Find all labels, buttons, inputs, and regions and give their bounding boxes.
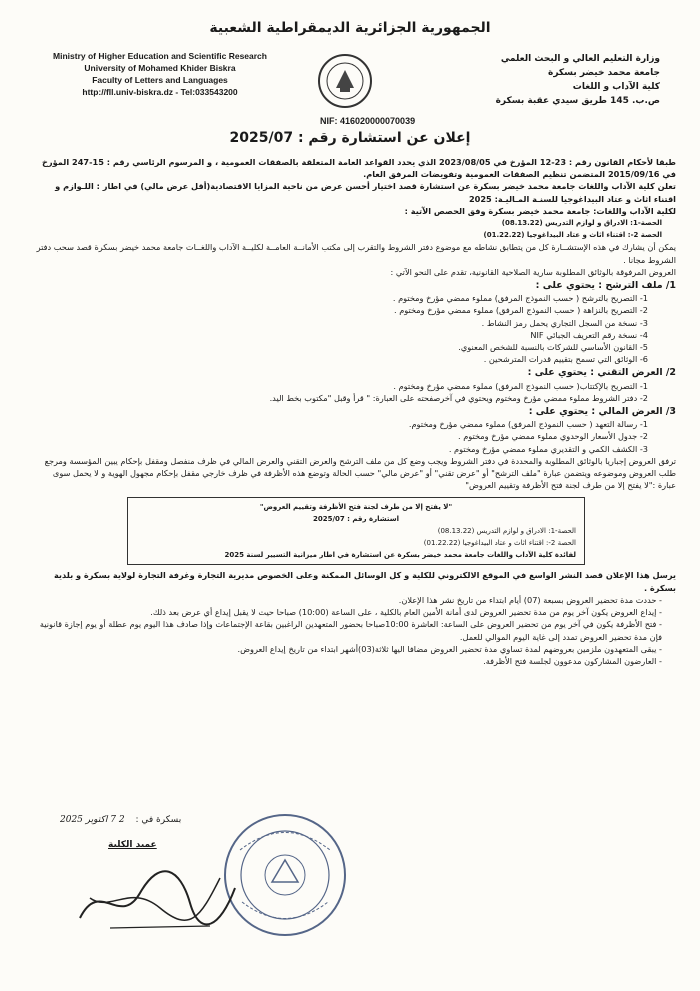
- ministry-line: Ministry of Higher Education and Scientific Research: [53, 51, 267, 61]
- bullet-item: - حددت مدة تحضير العروض بسبعة (07) أيام ابتداء من تاريخ نشر هذا الإعلان.: [36, 594, 676, 606]
- republic-title: الجمهورية الجزائرية الديمقراطية الشعبية: [209, 20, 491, 36]
- university-logo: [316, 52, 374, 110]
- technical-item: 2- دفتر الشروط مملوء ممضي مؤرخ ومختوم ويحتوي في آخرصفحته على العبارة: " قرأ وقبل "مكتوب بخط اليد.: [269, 392, 648, 403]
- faculty-line: Faculty of Letters and Languages: [92, 75, 228, 85]
- section-technical-heading: 2/ العرض التقني : يحتوي على :: [527, 367, 676, 379]
- ministry-line-ar: وزارة التعليم العالي و البحث العلمي: [500, 54, 660, 64]
- handwritten-date: 2 7 اكتوبر 2025: [60, 815, 125, 825]
- envelope-instructions: ترفق العروض إجباريا بالوثائق المطلوبة والمحددة في دفتر الشروط ويجب وضع كل من ملف الترشح والعرض التقني والعرض المالي في ظرف منفصل ومقفل بإحكام يبين المؤسسة ومرجع طلب العروض وموضوعه ويتضمن عبارة "ملف الترشح" أو "عرض تقني" أو "عرض مالي" حسب الحالة وتوضع هذه الأظرفة في ظرف خارجي مقفل بإحكام مجهول الهوية و لا يحمل سوى عبارة :"لا يفتح إلا من طرف لجنة فتح الأظرفة وتقييم العروض": [44, 455, 676, 491]
- financial-item: 3- الكشف الكمي و التقديري مملوء ممضي مؤرخ ومختوم .: [448, 443, 648, 454]
- candidacy-item: 3- نسخة من السجل التجاري يحمل رمز النشاط .: [481, 317, 648, 328]
- legal-basis: طبقا لأحكام القانون رقم : 23-12 المؤرخ في 2023/08/05 الذي يحدد القواعد العامة المتعلقة بالصفقات العمومية ، و المرسوم الرئاسي رقم : 15-247 المؤرخ في 2015/09/16 المتضمن تنظيم الصفقات العمومية وتفويضات المرفق العام.: [42, 157, 676, 180]
- candidacy-item: 6- الوثائق التي تسمح بتقييم قدرات المترشحين .: [483, 354, 648, 365]
- bullet-item: - العارضون المشاركون مدعوون لجلسة فتح الأظرفة.: [36, 655, 676, 667]
- faculty-line-ar: كلية الآداب و اللغات: [572, 82, 660, 92]
- section-candidacy-heading: 1/ ملف الترشح : يحتوي على :: [535, 280, 676, 292]
- section-financial-heading: 3/ العرض المالي : يحتوي على :: [528, 406, 676, 418]
- offers-intro: العروض المرفوقة بالوثائق المطلوبة سارية الصلاحية القانونية، تقدم على النحو الآتي :: [390, 266, 676, 277]
- date-line: [60, 815, 181, 825]
- technical-item: 1- التصريح بالإكتتاب( حسب النموذج المرفق) مملوء ممضي مؤرخ ومختوم .: [393, 380, 648, 391]
- announcement-body: [36, 156, 676, 667]
- university-line: University of Mohamed Khider Biskra: [84, 63, 236, 73]
- bullet-item: - إيداع العروض يكون آخر يوم من مدة تحضير العروض لدى أمانة الأمين العام بالكلية ، على الساعة (10:00) صباحا حيث لا يقبل إيداع أي عرض بعد ذلك.: [36, 606, 676, 618]
- envelope-label-box: [127, 497, 585, 565]
- box-line: "لا يفتح إلا من طرف لجنة فتح الأظرفة وتقييم العروض": [259, 503, 453, 512]
- publication-note: يرسل هذا الإعلان قصد النشر الواسع في الموقع الالكتروني للكلية و كل الوسائل الممكنة وعلى الخصوص مديرية التجارة وغرفة التجارة لولاية بسكرة و بلدية بسكرة .: [53, 570, 676, 593]
- candidacy-item: 2- التصريح بالنزاهة ( حسب النموذج المرفق) مملوء ممضي مؤرخ ومختوم .: [394, 305, 648, 316]
- lot-2: الحصة 2-: اقتناء اثاث و عتاد البيداغوجيا (01.22.22): [483, 231, 662, 240]
- box-line: الحصة-1: الادراق و لوازم التدريس (08.13.22): [437, 527, 576, 536]
- header-english-block: [40, 50, 280, 98]
- financial-item: 2- جدول الأسعار الوحدوي مملوء ممضي مؤرخ ومختوم .: [458, 431, 648, 442]
- announcement-title: إعلان عن استشارة رقم : 2025/07: [229, 130, 471, 146]
- box-line: استشارة رقم : 2025/07: [312, 515, 400, 524]
- nif-number: NIF: 416020000070039: [320, 116, 416, 126]
- place-label: بسكرة في :: [135, 815, 182, 825]
- candidacy-item: 4- نسخة رقم التعريف الجبائي NIF: [530, 329, 648, 340]
- dean-title: عميد الكلية: [108, 840, 157, 850]
- address-line-ar: ص.ب. 145 طريق سيدي عقبة بسكرة: [495, 96, 660, 106]
- contact-line: http://fll.univ-biskra.dz - Tel:033543200: [82, 87, 238, 97]
- consultation-purpose: تعلن كلية الآداب واللغات جامعة محمد خيضر بسكرة عن استشارة قصد اختيار أحسن عرض من ناحية المزايا الاقتصادية(أقل عرض مالي) في اطار : اللـوازم و اقتناء اثاث و عتاد البيداغوجيا للسنـة المـاليـة: 2025: [55, 181, 676, 204]
- box-line: لفائدة كلية الآداب واللغات جامعة محمد خيضر بسكرة عن استشارة في اطار ميزانية التسيير لسنة 2025: [224, 551, 576, 560]
- lot-1: الحصة-1: الادراق و لوازم التدريس (08.13.22): [501, 219, 662, 228]
- candidacy-item: 1- التصريح بالترشح ( حسب النموذج المرفق) مملوء ممضي مؤرخ ومختوم .: [392, 293, 648, 304]
- dean-signature: [70, 858, 240, 938]
- box-line: الحصة 2-: اقتناء اثاث و عتاد البيداغوجيا (01.22.22): [423, 539, 576, 548]
- bullet-item: - فتح الأظرفة يكون في آخر يوم من تحضير العروض على الساعة: العاشرة 10:00صباحا بحضور المتعهدين الراغبين بقاعة الإجتماعات وإذا صادف هذا اليوم يوم عطلة أو يوم إجازة قانونية فإن مدة تحضير العروض تمدد إلى غاية اليوم الموالي للعمل.: [36, 618, 676, 642]
- financial-item: 1- رسالة التعهد ( حسب النموذج المرفق) مملوء ممضي مؤرخ ومختوم.: [408, 419, 648, 430]
- participation-text: يمكن أن يشارك في هذه الإستشــارة كل من يتطابق نشاطه مع موضوع دفتر الشروط والتقرب إلى مكتب الأمانــة العامــة لكليــة الآداب واللغــات جامعة محمد خيضر بسكرة قصد سحب دفتر الشروط مجانا .: [36, 242, 676, 265]
- header-arabic-block: [460, 52, 660, 108]
- candidacy-item: 5- القانون الأساسي للشركات بالنسبة للشخص المعنوي.: [458, 342, 648, 353]
- bullet-item: - يبقى المتعهدون ملزمين بعروضهم لمدة تساوي مدة تحضير العروض مضافا اليها ثلاثة(03)أشهر ابتداء من تاريخ إيداع العروض.: [36, 643, 676, 655]
- university-line-ar: جامعة محمد خيضر بسكرة: [548, 68, 660, 78]
- lots-intro: لكلية الآداب واللغات: جامعة محمد خيضر بسكرة وفق الحصص الآتية :: [404, 205, 676, 216]
